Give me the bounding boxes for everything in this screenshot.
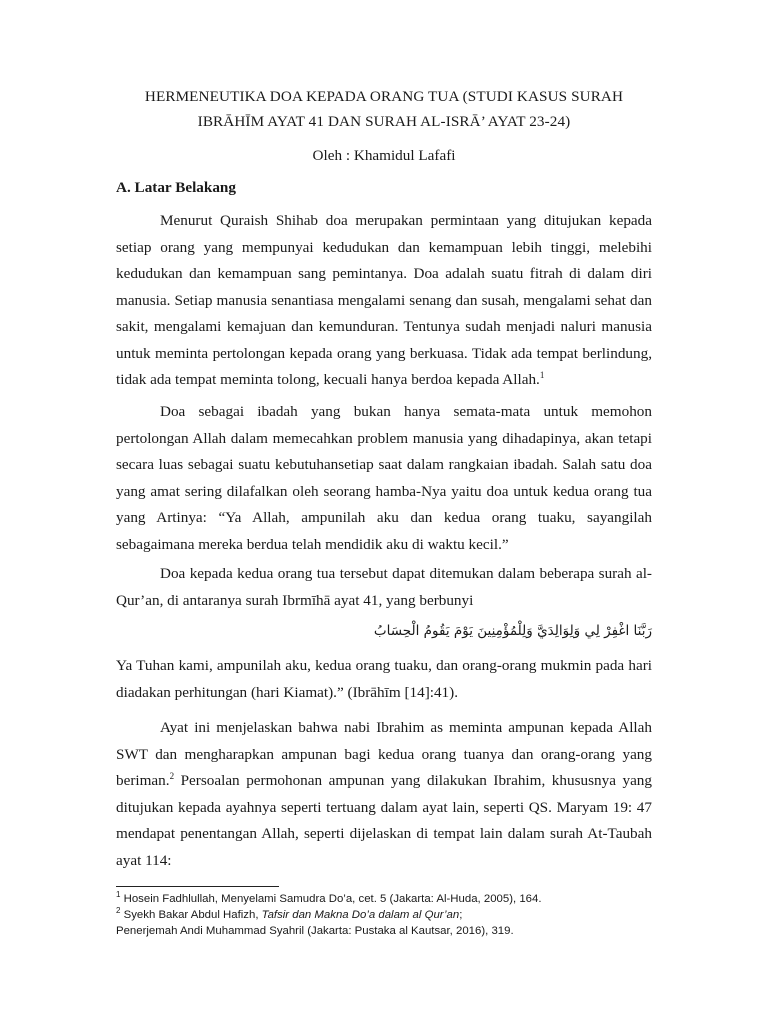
footnote-1-text: Hosein Fadhlullah, Menyelami Samudra Do’a, cet. 5 (Jakarta: Al-Huda, 2005), 164. — [120, 893, 542, 905]
paragraph-4-text-a: Ayat ini menjelaskan bahwa nabi Ibrahim as meminta ampunan kepada Allah SWT dan mengharapkan ampunan bagi kedua orang tuanya dan orang-orang yang beriman. — [116, 719, 652, 789]
footnote-2 — [116, 907, 676, 939]
footnote-2-line-1 — [116, 907, 676, 923]
arabic-verse: رَبَّنَا اغْفِرْ لِي وَلِوَالِدَيَّ وَلِلْمُؤْمِنِينَ يَوْمَ يَقُومُ الْحِسَابُ — [373, 623, 652, 639]
paragraph-3: Doa kepada kedua orang tua tersebut dapat ditemukan dalam beberapa surah al-Qur’an, di antaranya surah Ibrmīhā ayat 41, yang berbunyi — [116, 565, 652, 609]
footnote-2-line-2: Penerjemah Andi Muhammad Syahril (Jakarta: Pustaka al Kautsar, 2016), 319. — [116, 925, 514, 937]
footnote-ref-1: 1 — [539, 369, 545, 380]
title-line-2: IBRĀHĪM AYAT 41 DAN SURAH AL-ISRĀ’ AYAT 23-24) — [197, 113, 571, 130]
document-title — [116, 84, 652, 134]
paragraph-2: Doa sebagai ibadah yang bukan hanya semata-mata untuk memohon pertolongan Allah dalam memecahkan problem manusia yang dihadapinya, akan tetapi secara luas sebagai suatu kebutuhansetiap saat dalam rangkaian ibadah. Salah satu doa yang amat sering dilafalkan oleh seorang hamba-Nya yaitu doa untuk kedua orang tua yang Artinya: “Ya Allah, ampunilah aku dan kedua orang tuaku, sayangilah sebagaimana mereka berdua telah mendidik aku di waktu kecil.” — [116, 403, 652, 553]
paragraph-1-text: Menurut Quraish Shihab doa merupakan permintaan yang ditujukan kepada setiap orang yang mempunyai kedudukan dan kemampuan lebih tinggi, melebihi kedudukan dan kemampuan sang pemintanya. Doa adalah suatu fitrah di dalam diri manusia. Setiap manusia senantiasa mengalami senang dan susah, mengalami sehat dan sakit, mengalami kemajuan dan kemunduran. Tentunya sudah menjadi naluri manusia untuk meminta pertolongan kepada orang yang berkuasa. Tidak ada tempat berlindung, tidak ada tempat meminta tolong, kecuali hanya berdoa kepada Allah. — [116, 212, 652, 388]
paragraph-4-text-b: Persoalan permohonan ampunan yang dilakukan Ibrahim, khususnya yang ditujukan kepada ayahnya seperti tertuang dalam ayat lain, seperti QS. Maryam 19: 47 mendapat penentangan Allah, seperti dijelaskan di tempat lain dalam surah At-Taubah ayat 114: — [116, 772, 652, 869]
footnote-2-book-title: Tafsir dan Makna Do’a dalam al Qur’an — [261, 909, 460, 921]
author-line: Oleh : Khamidul Lafafi — [312, 147, 456, 164]
title-line-1: HERMENEUTIKA DOA KEPADA ORANG TUA (STUDI KASUS SURAH — [144, 88, 624, 105]
footnote-1 — [116, 891, 676, 907]
footnote-2-number: 2 — [116, 906, 121, 916]
paragraph-4 — [116, 715, 652, 874]
verse-translation: Ya Tuhan kami, ampunilah aku, kedua orang tuaku, dan orang-orang mukmin pada hari diadakan perhitungan (hari Kiamat).” (Ibrāhīm [14]:41). — [116, 657, 652, 701]
footnote-ref-2: 2 — [169, 770, 175, 781]
footnote-2-text-before: Syekh Bakar Abdul Hafizh, — [120, 909, 262, 921]
paragraph-1 — [116, 208, 652, 394]
footnote-1-number: 1 — [116, 890, 121, 900]
footnote-separator — [116, 886, 279, 887]
footnote-2-text-after: ; — [459, 909, 463, 921]
section-heading: A. Latar Belakang — [116, 179, 236, 196]
